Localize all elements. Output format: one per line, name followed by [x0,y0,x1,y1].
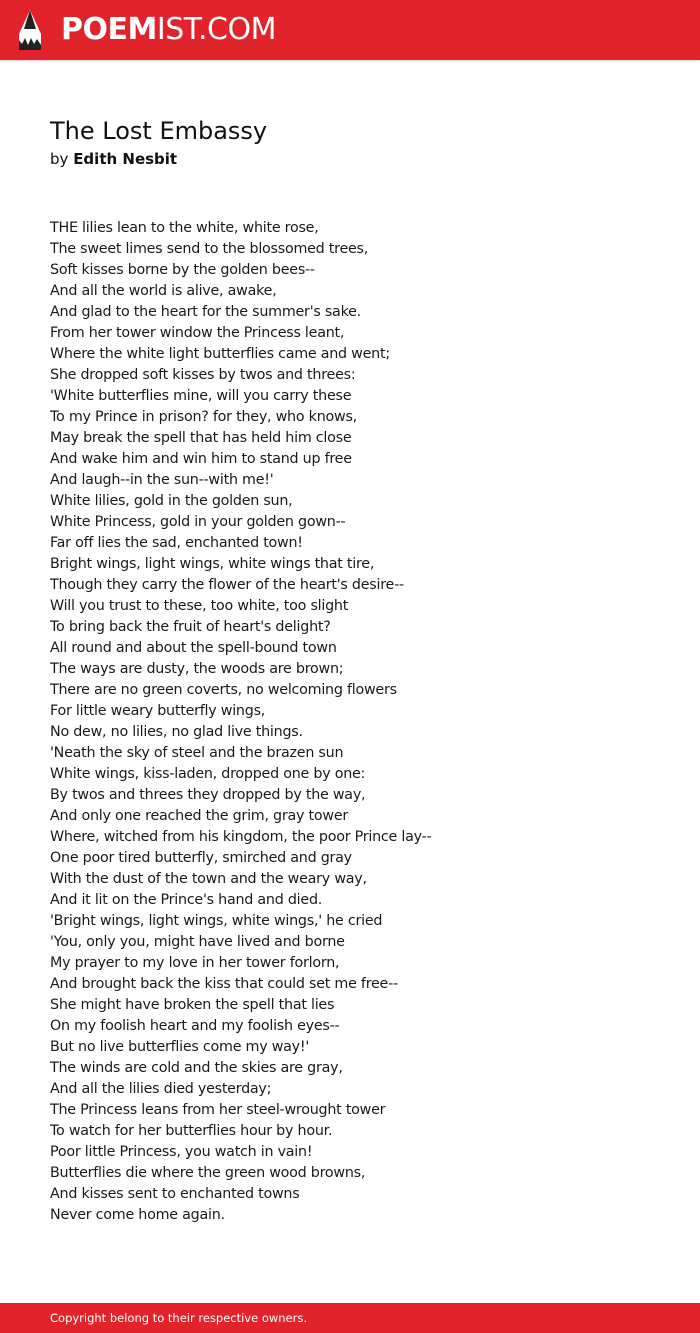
poem-line: My prayer to my love in her tower forlorn, [50,955,340,971]
pen-nib-icon[interactable] [17,9,43,51]
poem-line: There are no green coverts, no welcoming flowers [50,682,397,698]
poem-line: To bring back the fruit of heart's delight? [50,619,331,635]
poem-line: Poor little Princess, you watch in vain! [50,1144,313,1160]
poem-line: Where the white light butterflies came and went; [50,346,390,362]
copyright-notice: Copyright belong to their respective owners. [50,1311,308,1325]
poem-line: The ways are dusty, the woods are brown; [50,661,344,677]
poem-line: White Princess, gold in your golden gown-- [50,514,346,530]
logo-text-light: IST.COM [156,12,276,47]
poem-line: She dropped soft kisses by twos and threes: [50,367,356,383]
byline [50,149,177,169]
poem-line: The winds are cold and the skies are gray, [50,1060,343,1076]
poem-line: The Princess leans from her steel-wrought tower [50,1102,386,1118]
poem-body [50,218,670,1226]
poem-line: And all the world is alive, awake, [50,283,277,299]
poem-line: White lilies, gold in the golden sun, [50,493,293,509]
poem-line: To watch for her butterflies hour by hour. [50,1123,333,1139]
poem-line: 'White butterflies mine, will you carry these [50,388,352,404]
poem-line: The sweet limes send to the blossomed trees, [50,241,369,257]
poem-line: No dew, no lilies, no glad live things. [50,724,303,740]
poem-line: Soft kisses borne by the golden bees-- [50,262,315,278]
poem-line: Will you trust to these, too white, too slight [50,598,349,614]
poem-line: And laugh--in the sun--with me!' [50,472,274,488]
poem-line: With the dust of the town and the weary way, [50,871,367,887]
author-name: Edith Nesbit [73,150,178,168]
poem-line: Bright wings, light wings, white wings that tire, [50,556,375,572]
poem-title: The Lost Embassy [50,117,268,145]
poem-line: Butterflies die where the green wood browns, [50,1165,366,1181]
poem-line: And only one reached the grim, gray tower [50,808,348,824]
poem-line: May break the spell that has held him close [50,430,352,446]
poem-line: And brought back the kiss that could set me free-- [50,976,398,992]
poem-line: On my foolish heart and my foolish eyes-- [50,1018,340,1034]
poem-line: White wings, kiss-laden, dropped one by one: [50,766,366,782]
poem-line: 'You, only you, might have lived and borne [50,934,345,950]
poem-line: But no live butterflies come my way!' [50,1039,310,1055]
poem-line: From her tower window the Princess leant, [50,325,345,341]
poem-line: By twos and threes they dropped by the way, [50,787,366,803]
poem-line: Though they carry the flower of the heart's desire-- [50,577,404,593]
poem-line: All round and about the spell-bound town [50,640,337,656]
poem-line: Far off lies the sad, enchanted town! [50,535,303,551]
site-footer [0,1303,700,1333]
poem-line: And all the lilies died yesterday; [50,1081,272,1097]
poem-line: 'Bright wings, light wings, white wings,' he cried [50,913,383,929]
poem-line: Where, witched from his kingdom, the poor Prince lay-- [50,829,432,845]
by-label: by [50,150,69,168]
poem-line: And wake him and win him to stand up free [50,451,352,467]
poem-line: 'Neath the sky of steel and the brazen sun [50,745,344,761]
poem-line: And glad to the heart for the summer's sake. [50,304,361,320]
site-header [0,0,700,60]
site-logo[interactable] [61,11,276,49]
poem-line: To my Prince in prison? for they, who knows, [50,409,357,425]
logo-text-bold: POEM [61,12,157,47]
poem-line: Never come home again. [50,1207,225,1223]
poem-line: THE lilies lean to the white, white rose, [50,220,319,236]
poem-line: She might have broken the spell that lies [50,997,335,1013]
poem-line: For little weary butterfly wings, [50,703,266,719]
poem-line: One poor tired butterfly, smirched and gray [50,850,352,866]
poem-line: And it lit on the Prince's hand and died. [50,892,323,908]
poem-line: And kisses sent to enchanted towns [50,1186,300,1202]
